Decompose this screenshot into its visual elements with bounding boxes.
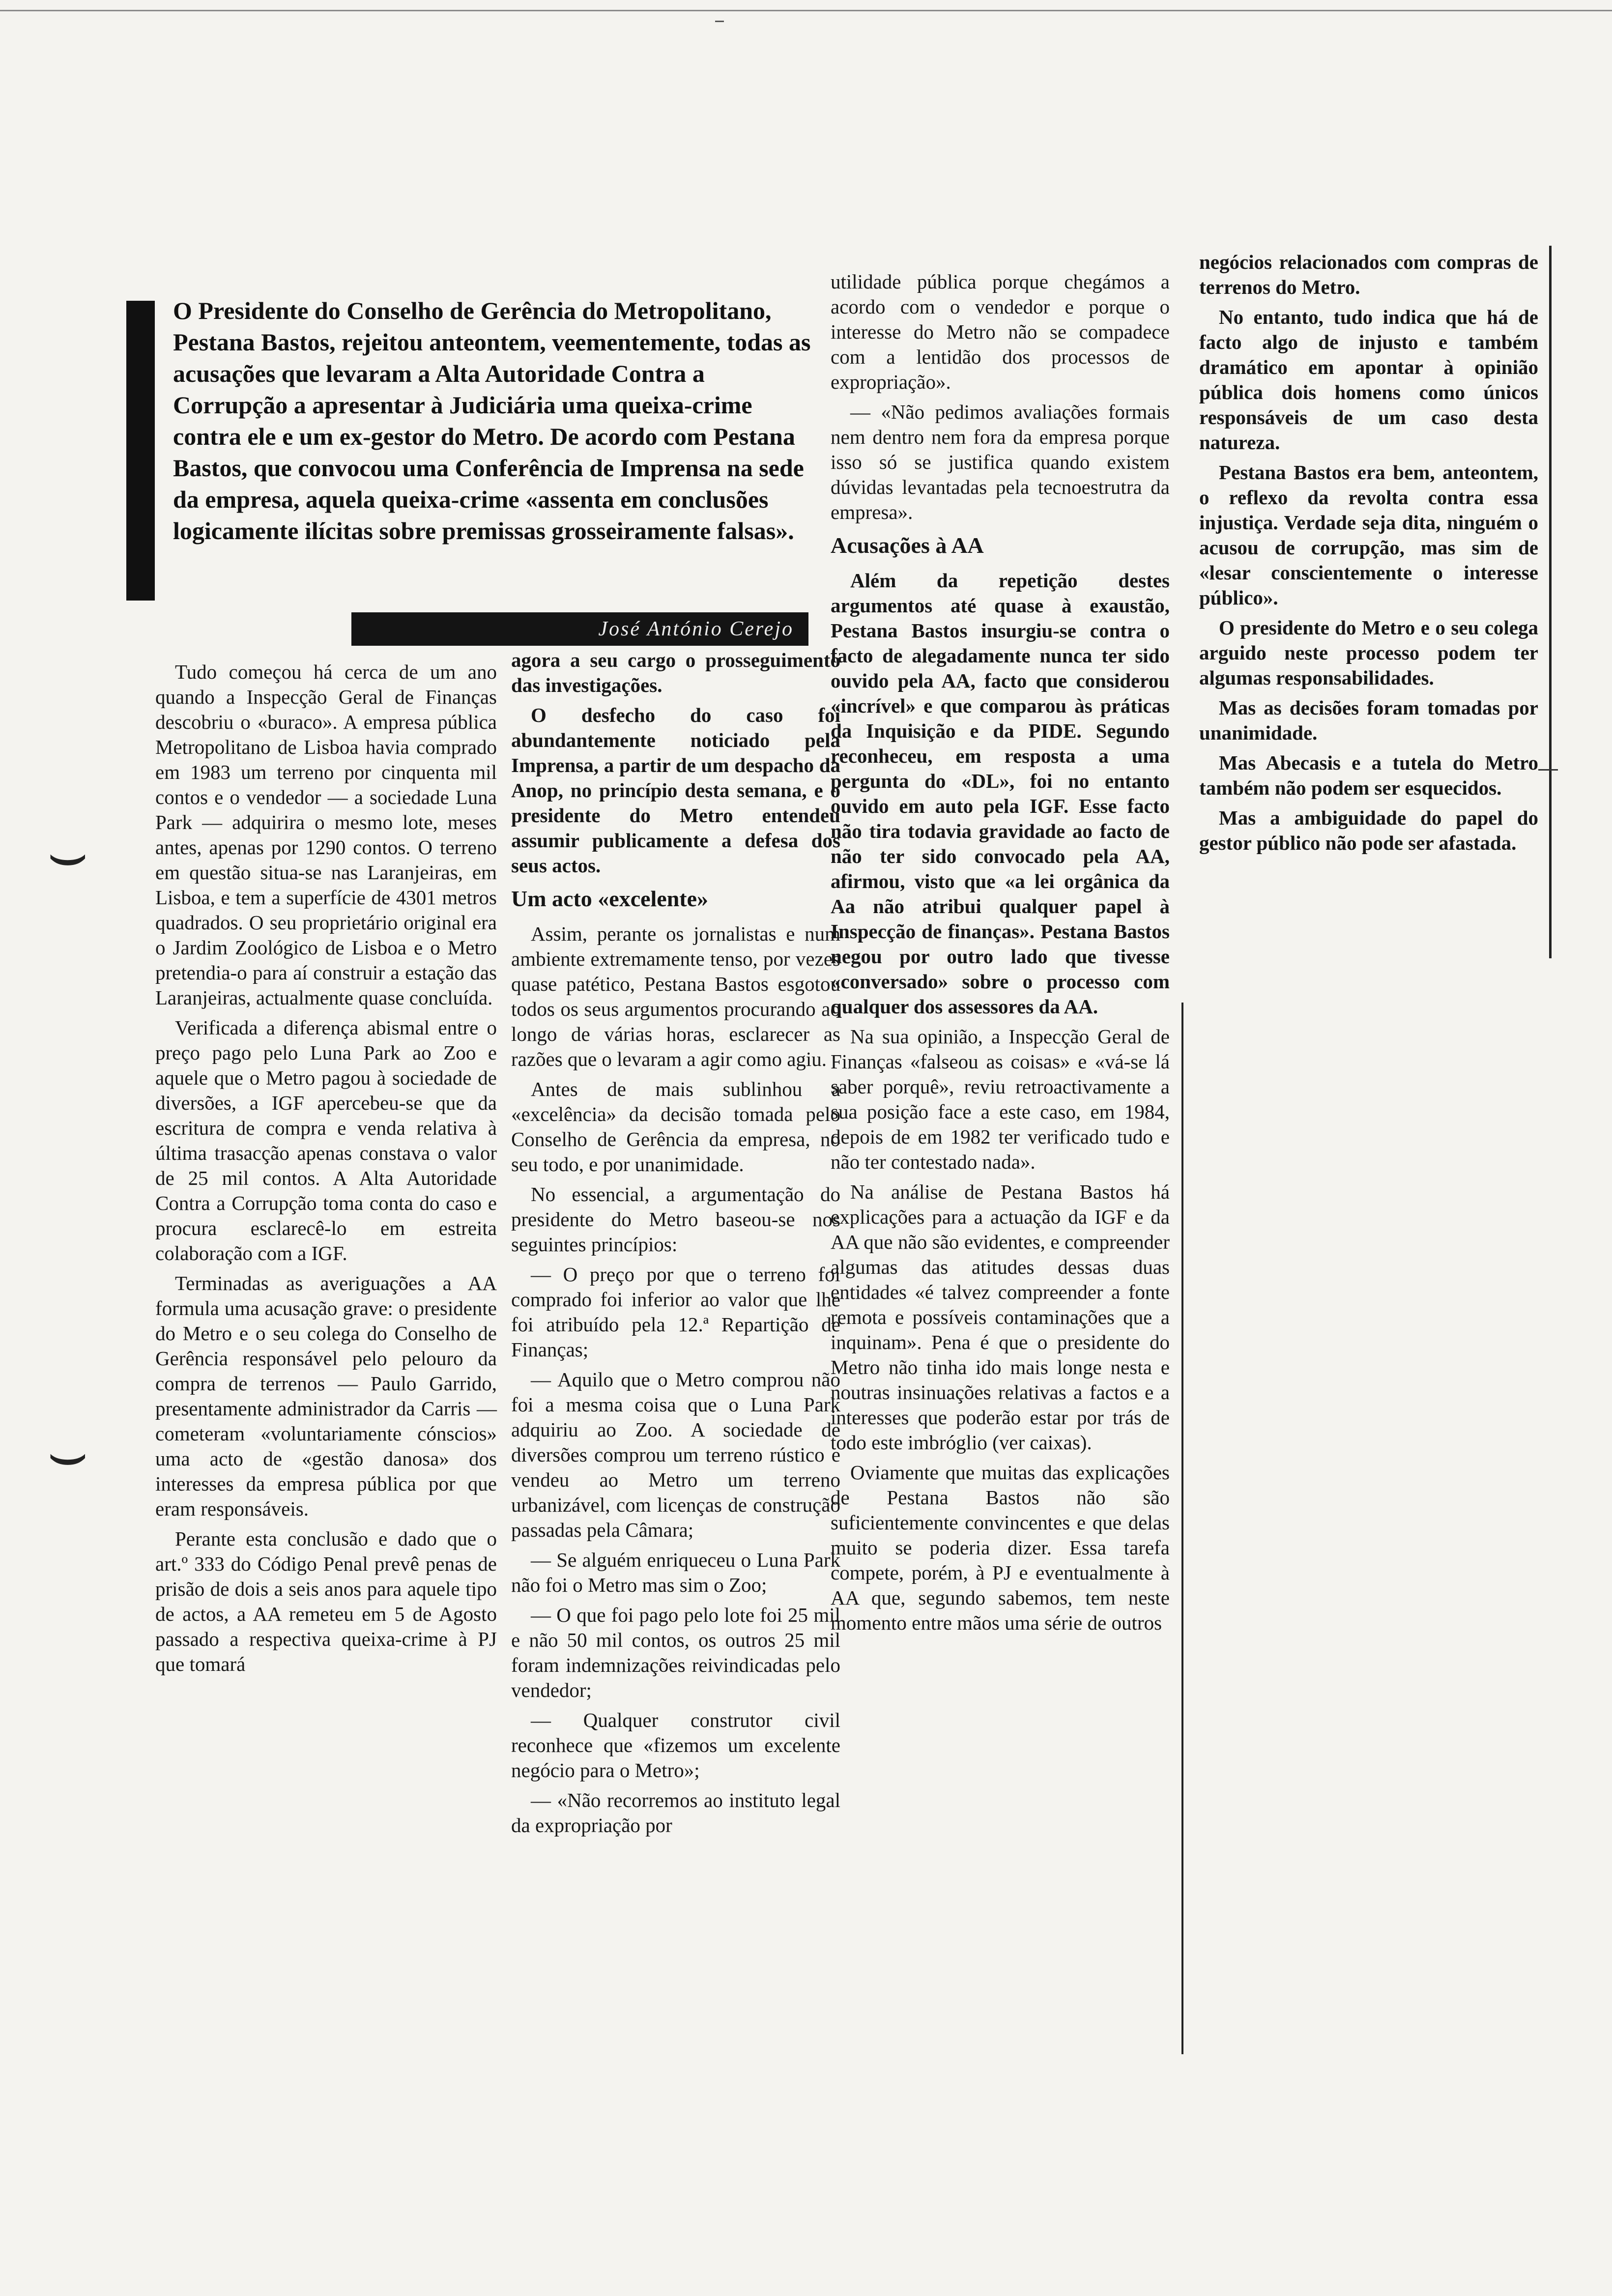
paragraph: Mas as decisões foram tomadas por unanimidade. (1199, 696, 1538, 744)
article-lead: O Presidente do Conselho de Gerência do Metropolitano, Pestana Bastos, rejeitou anteontem, veementemente, todas as acusações que levaram a Alta Autoridade Contra a Corrupção a apresentar à Judiciária uma queixa-crime contra ele e um ex-gestor do Metro. De acordo com Pestana Bastos, que convocou uma Conferência de Imprensa na sede da empresa, aquela queixa-crime «assenta em conclusões logicamente ilícitas sobre premissas grosseiramente falsas». (173, 297, 811, 545)
subhead-um-acto-excelente: Um acto «excelente» (511, 886, 709, 911)
paragraph: agora a seu cargo o prosseguimento das investigações. (511, 649, 840, 696)
byline: José António Cerejo (598, 618, 794, 640)
paragraph: Verificada a diferença abismal entre o preço pago pelo Luna Park ao Zoo e aquele que o Metro pagou à sociedade de diversões, a IGF apercebeu-se que da escritura de compra e venda relativa à última trasacção apenas constava o valor de 25 mil contos. A Alta Autoridade Contra a Corrupção toma conta do caso e procura esclarecê-lo em estreita colaboração com a IGF. (155, 1016, 497, 1264)
paragraph: Perante esta conclusão e dado que o art.º 333 do Código Penal prevê penas de prisão de dois a seis anos para aquele tipo de actos, a AA remeteu em 5 de Agosto passado a respectiva queixa-crime à PJ que tomará (155, 1527, 497, 1675)
byline-bar (351, 612, 808, 646)
lead-bar (126, 301, 155, 601)
paragraph: Tudo começou há cerca de um ano quando a Inspecção Geral de Finanças descobriu o «buraco». A empresa pública Metropolitano de Lisboa havia comprado em 1983 um terreno por cinquenta mil contos e o vendedor — a sociedade Luna Park — adquirira o mesmo lote, meses antes, apenas por 1290 contos. O terreno em questão situa-se nas Laranjeiras, em Lisboa, e tem a superfície de 4301 metros quadrados. O seu proprietário original era o Jardim Zoológico de Lisboa e o Metro pretendia-o para aí construir a estação das Laranjeiras, actualmente quase concluída. (155, 660, 497, 1009)
column-2 (511, 648, 840, 1843)
subhead-acusacoes-aa: Acusações à AA (831, 533, 984, 558)
punch-hole-mark: ⌣ (47, 1415, 89, 1490)
clipping-edge-mark (1538, 769, 1558, 771)
paragraph: Assim, perante os jornalistas e num ambiente extremamente tenso, por vezes quase patético, Pestana Bastos esgotou todos os seus argumentos procurando ao longo de várias horas, esclarecer as razões que o levaram a agir como agiu. (511, 922, 840, 1070)
top-edge-line (0, 10, 1612, 11)
paragraph: Mas a ambiguidade do papel do gestor público não pode ser afastada. (1199, 806, 1538, 854)
paragraph: Na análise de Pestana Bastos há explicações para a actuação da IGF e da AA que não são evidentes, e compreender algumas das atitudes dessas duas entidades «é talvez compreender a fonte remota e possíveis contaminações que a inquinam». Pena é que o presidente do Metro não tinha ido mais longe nesta e noutras insinuações relativas a factos e a interesses que poderão estar por trás de todo este imbróglio (ver caixas). (831, 1180, 1170, 1454)
column-rule (1181, 1003, 1183, 2054)
paragraph: negócios relacionados com compras de terrenos do Metro. (1199, 251, 1538, 298)
paragraph: Antes de mais sublinhou a «excelência» da decisão tomada pelo Conselho de Gerência da empresa, no seu todo, e por unanimidade. (511, 1078, 840, 1176)
paragraph: Na sua opinião, a Inspecção Geral de Finanças «falseou as coisas» e «vá-se lá saber porquê», reviu retroactivamente a sua posição face a este caso, em 1984, depois de em 1982 ter verificado tudo e não ter contestado nada». (831, 1025, 1170, 1173)
paragraph: O presidente do Metro e o seu colega arguido neste processo podem ter algumas responsabilidades. (1199, 616, 1538, 689)
paragraph: utilidade pública porque chegámos a acordo com o vendedor e porque o interesse do Metro não se compadece com a lentidão dos processos de expropriação». (831, 270, 1170, 393)
paragraph: — O que foi pago pelo lote foi 25 mil e não 50 mil contos, os outros 25 mil foram indemnizações reivindicadas pelo vendedor; (511, 1604, 840, 1701)
paragraph: Pestana Bastos era bem, anteontem, o reflexo da revolta contra essa injustiça. Verdade seja dita, ninguém o acusou de corrupção, mas sim de «lesar conscientemente o interesse público». (1199, 461, 1538, 609)
paragraph: Mas Abecasis e a tutela do Metro também não podem ser esquecidos. (1199, 751, 1538, 799)
paragraph: — Aquilo que o Metro comprou não foi a mesma coisa que o Luna Park adquiriu ao Zoo. A sociedade de diversões comprou um terreno rústico e vendeu ao Metro um terreno urbanizável, com licenças de construção passadas pela Câmara; (511, 1368, 840, 1541)
column-4 (1199, 250, 1538, 861)
paragraph: No entanto, tudo indica que há de facto algo de injusto e também dramático em apontar à opinião pública dois homens como únicos responsáveis de um caso desta natureza. (1199, 306, 1538, 454)
column-1 (155, 660, 497, 1682)
punch-hole-mark: ⌣ (47, 816, 89, 890)
paragraph: Oviamente que muitas das explicações de Pestana Bastos não são suficientemente convincentes e que delas muito se poderia dizer. Essa tarefa compete, porém, à PJ e eventualmente à AA que, segundo sabemos, tem neste momento entre mãos uma série de outros (831, 1461, 1170, 1634)
paragraph: — «Não recorremos ao instituto legal da expropriação por (511, 1789, 840, 1837)
clipping-edge-mark (1549, 246, 1552, 958)
paragraph: No essencial, a argumentação do presidente do Metro baseou-se nos seguintes princípios: (511, 1183, 840, 1256)
paragraph: — Se alguém enriqueceu o Luna Park não foi o Metro mas sim o Zoo; (511, 1549, 840, 1596)
top-mark (715, 21, 724, 22)
column-3 (831, 269, 1170, 1640)
paragraph: — «Não pedimos avaliações formais nem dentro nem fora da empresa porque isso só se justifica quando existem dúvidas levantadas pela tecnoestrutra da empresa». (831, 401, 1170, 523)
paragraph: O desfecho do caso foi abundantemente noticiado pela Imprensa, a partir de um despacho da Anop, no princípio desta semana, e o presidente do Metro entendeu assumir publicamente a defesa dos seus actos. (511, 704, 840, 877)
paragraph: — O preço por que o terreno foi comprado foi inferior ao valor que lhe foi atribuído pela 12.ª Repartição de Finanças; (511, 1263, 840, 1361)
paragraph: Terminadas as averiguações a AA formula uma acusação grave: o presidente do Metro e o seu colega do Conselho de Gerência responsável pelo pelouro da compra de terrenos — Paulo Garrido, presentamente administrador da Carris — cometeram «voluntariamente cónscios» uma acto de «gestão danosa» dos interesses da empresa pública por que eram responsáveis. (155, 1272, 497, 1520)
paragraph: — Qualquer construtor civil reconhece que «fizemos um excelente negócio para o Metro»; (511, 1709, 840, 1781)
paragraph: Além da repetição destes argumentos até quase à exaustão, Pestana Bastos insurgiu-se contra o facto de alegadamente nunca ter sido ouvido pela AA, facto que considerou «incrível» e que comparou às práticas da Inquisição e da PIDE. Segundo reconheceu, em resposta a uma pergunta do «DL», foi no entanto ouvido em auto pela IGF. Esse facto não tira todavia gravidade ao facto de não ter sido convocado pela AA, afirmou, visto que «a lei orgânica da Aa não atribui qualquer papel à Inspecção de finanças». Pestana Bastos negou por outro lado que tivesse «conversado» sobre o processo com qualquer dos assessores da AA. (831, 569, 1170, 1018)
